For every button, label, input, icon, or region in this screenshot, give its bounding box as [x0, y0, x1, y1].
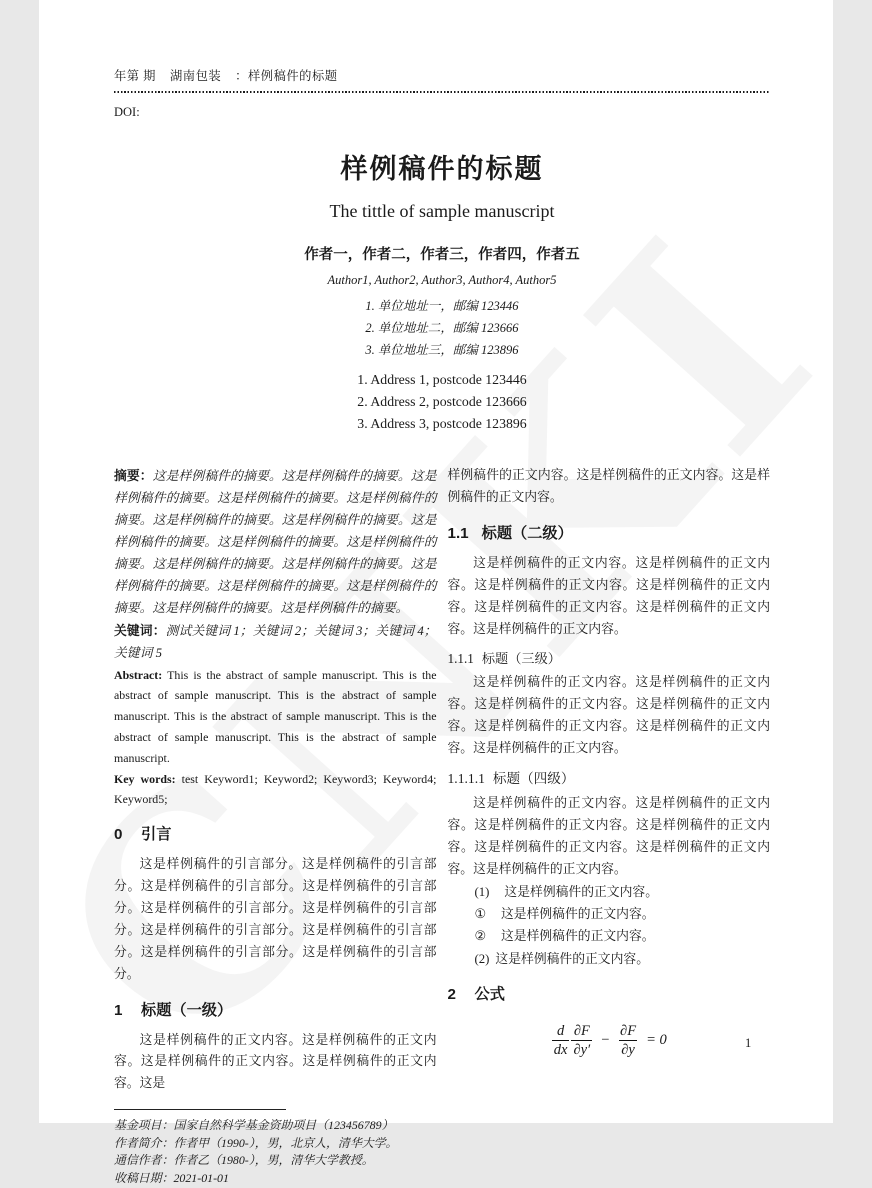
addresses-zh [114, 295, 770, 361]
heading-level4 [448, 767, 771, 787]
running-head-article-title: ：样例稿件的标题 [235, 69, 338, 83]
heading-text: 标题（一级） [141, 1001, 233, 1019]
minus-operator: − [600, 1031, 611, 1048]
list-item-1 [448, 881, 771, 903]
abstract-zh [114, 465, 437, 619]
heading-text: 引言 [141, 826, 172, 844]
address-en-2: 2. Address 2, postcode 123666 [357, 394, 527, 410]
article-title-zh: 样例稿件的标题 [340, 154, 544, 185]
footnote-corresponding-author: 通信作者：作者乙（1980-），男，清华大学教授。 [114, 1153, 374, 1168]
running-head-journal: 湖南包装 [169, 69, 222, 83]
list-text: 这是样例稿件的正文内容。 [500, 929, 655, 944]
numerator: ∂F [573, 1022, 590, 1039]
heading-number: 1 [114, 1001, 123, 1019]
address-zh-2: 2. 单位地址二，邮编 123666 [365, 321, 519, 336]
left-column [114, 465, 437, 1187]
section11-paragraph: 这是样例稿件的正文内容。这是样例稿件的正文内容。这是样例稿件的正文内容。这是样例稿件的正文内容。这是样例稿件的正文内容。这是样例稿件的正文内容。这是样例稿件的正文内容。 [447, 556, 770, 636]
running-head [114, 66, 770, 84]
section1111-paragraph: 这是样例稿件的正文内容。这是样例稿件的正文内容。这是样例稿件的正文内容。这是样例稿件的正文内容。这是样例稿件的正文内容。这是样例稿件的正文内容。这是样例稿件的正文内容。 [447, 796, 770, 877]
numerator: d [556, 1022, 565, 1039]
manuscript-page [39, 0, 833, 1186]
heading-number: 0 [114, 826, 123, 844]
list-marker: ① [474, 907, 486, 922]
heading-number: 2 [447, 985, 456, 1003]
equals-zero: = 0 [646, 1031, 667, 1048]
fraction-dF-dyprime [571, 1022, 592, 1059]
heading-number: 1.1 [447, 525, 469, 543]
list-marker: (2) [474, 951, 490, 966]
list-marker: ② [474, 929, 486, 944]
numerator: ∂F [620, 1022, 637, 1039]
denominator: dx [553, 1041, 568, 1058]
footnote-received-date: 收稿日期：2021-01-01 [114, 1171, 229, 1186]
list-item-2 [448, 948, 771, 970]
header-dotted-rule [114, 91, 770, 93]
list-marker: (1) [474, 885, 490, 900]
keywords-zh-text: 测试关键词 1；关键词 2；关键词 3；关键词 4；关键词 5 [114, 623, 437, 660]
footnote-block [114, 1109, 437, 1187]
heading-level1 [114, 999, 437, 1020]
section1-paragraph-left: 这是样例稿件的正文内容。这是样例稿件的正文内容。这是样例稿件的正文内容。这是样例稿件的正文内容。这是 [114, 1032, 437, 1091]
keywords-en [114, 769, 437, 811]
abstract-en-label: Abstract: [114, 667, 163, 682]
abstract-zh-text: 这是样例稿件的摘要。这是样例稿件的摘要。这是样例稿件的摘要。这是样例稿件的摘要。这是样例稿件的摘要。这是样例稿件的摘要。这是样例稿件的摘要。这是样例稿件的摘要。这是样例稿件的摘要。这是样例稿件的摘要。这是样例稿件的摘要。这是样例稿件的摘要。这是样例稿件的摘要。这是样例稿件的摘要。这是样例稿件的摘要。这是样例稿件的摘要。这是样例稿件的摘要。 [114, 469, 437, 615]
keywords-en-text: test Keyword1; Keyword2; Keyword3; Keyword4; Keyword5; [114, 771, 437, 807]
heading-text: 公式 [474, 985, 505, 1003]
footnote-funding: 基金项目：国家自然科学基金资助项目（123456789） [114, 1118, 394, 1133]
address-en-1: 1. Address 1, postcode 123446 [357, 372, 527, 388]
section111-paragraph: 这是样例稿件的正文内容。这是样例稿件的正文内容。这是样例稿件的正文内容。这是样例稿件的正文内容。这是样例稿件的正文内容。这是样例稿件的正文内容。这是样例稿件的正文内容。 [447, 674, 770, 755]
two-column-body [114, 465, 770, 1187]
list-text: 这是样例稿件的正文内容。 [495, 951, 649, 966]
heading-text: 标题（二级） [481, 525, 573, 543]
euler-lagrange-formula [448, 1022, 771, 1059]
footnote-author-bio: 作者简介：作者甲（1990-），男，北京人，清华大学。 [114, 1135, 398, 1150]
heading-level2 [448, 522, 771, 543]
denominator: ∂y [621, 1041, 635, 1058]
page-content [114, 66, 770, 1188]
heading-level3 [448, 648, 771, 667]
keywords-zh-label: 关键词： [114, 622, 166, 638]
heading-introduction [114, 823, 437, 844]
right-column [448, 465, 771, 1187]
list-item-circled-2 [448, 925, 771, 947]
abstract-en-text: This is the abstract of sample manuscript. This is the abstract of sample manuscript. This is the abstract of sample manuscript. This is the abstract of sample manuscript. This is the abstract of sample manuscript. This is the abstract of sample manuscript. [114, 667, 437, 765]
list-text: 这是样例稿件的正文内容。 [500, 907, 655, 922]
heading-number: 1.1.1.1 [447, 771, 485, 787]
introduction-paragraph: 这是样例稿件的引言部分。这是样例稿件的引言部分。这是样例稿件的引言部分。这是样例稿件的引言部分。这是样例稿件的引言部分。这是样例稿件的引言部分。这是样例稿件的引言部分。这是样例稿件的引言部分。这是样例稿件的引言部分。这是样例稿件的引言部分。 [114, 857, 437, 981]
heading-formula-section [448, 983, 771, 1004]
denominator: ∂y′ [573, 1041, 591, 1058]
heading-number: 1.1.1 [447, 650, 474, 666]
list-item-circled-1 [448, 903, 771, 925]
fraction-d-dx [552, 1022, 570, 1059]
heading-text: 标题（四级） [492, 771, 575, 787]
keywords-en-label: Key words: [114, 771, 176, 786]
addresses-en [114, 369, 770, 435]
address-en-3: 3. Address 3, postcode 123896 [357, 416, 527, 432]
front-matter [114, 147, 770, 435]
doi-label: DOI: [114, 105, 140, 120]
address-zh-3: 3. 单位地址三，邮编 123896 [365, 343, 519, 358]
keywords-zh [114, 620, 437, 665]
article-title-en: The tittle of sample manuscript [329, 201, 555, 222]
heading-text: 标题（三级） [481, 650, 561, 666]
section1-paragraph-continued: 样例稿件的正文内容。这是样例稿件的正文内容。这是样例稿件的正文内容。 [447, 468, 770, 505]
page-number: 1 [745, 1036, 752, 1050]
authors-en: Author1, Author2, Author3, Author4, Author5 [327, 273, 557, 288]
abstract-zh-label: 摘要： [114, 468, 153, 484]
footnote-separator [114, 1109, 286, 1110]
authors-zh: 作者一，作者二，作者三，作者四，作者五 [304, 247, 580, 264]
list-text: 这是样例稿件的正文内容。 [504, 885, 658, 900]
abstract-en [114, 665, 437, 769]
running-head-issue: 年第 期 [114, 69, 156, 83]
fraction-dF-dy [618, 1022, 638, 1059]
address-zh-1: 1. 单位地址一，邮编 123446 [365, 299, 519, 314]
